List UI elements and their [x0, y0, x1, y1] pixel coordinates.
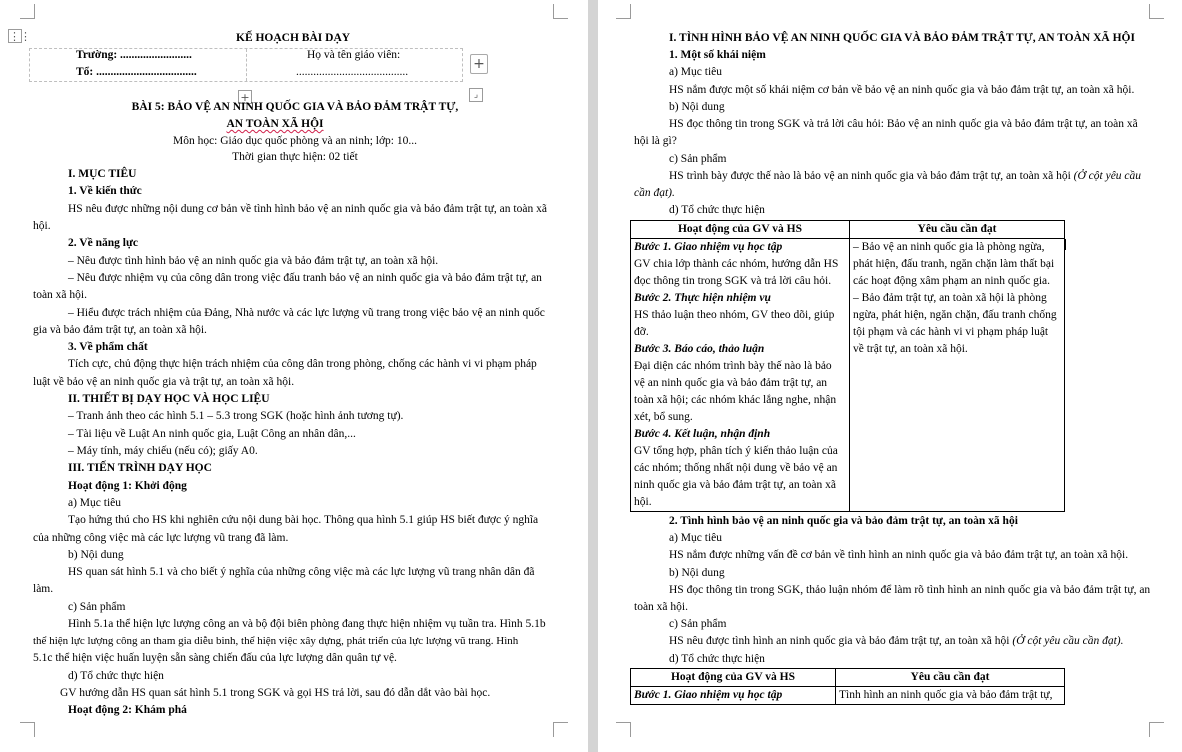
activity-table-2[interactable]: [630, 668, 1065, 705]
table-header: Hoạt động của GV và HS: [631, 669, 836, 687]
table-resize-icon[interactable]: ⌟: [469, 88, 483, 102]
page-gutter: [588, 0, 598, 752]
add-row-icon[interactable]: +: [238, 90, 252, 104]
cell-line: toàn xã hội; các nhóm khác lắng nghe, nhận: [634, 394, 837, 406]
paragraph-line: HS nêu được những nội dung cơ bản về tình hình bảo vệ an ninh quốc gia và bảo đảm trật tự, an toàn xã: [68, 203, 547, 215]
activity-heading: Hoạt động 2: Khám phá: [68, 704, 187, 716]
group-field: Tổ: ...................................: [76, 66, 197, 78]
table-move-handle-icon[interactable]: ⋮⋮: [9, 30, 31, 43]
paragraph-line: – Hiểu được trách nhiệm của Đảng, Nhà nước và các lực lượng vũ trang trong việc bảo vệ an ninh quốc: [68, 307, 545, 319]
table-cell-activities[interactable]: Bước 1. Giao nhiệm vụ học tập: [631, 687, 836, 705]
paragraph-line: toàn xã hội.: [33, 289, 87, 301]
table-cell-activities[interactable]: [631, 239, 850, 512]
cell-line: – Bảo đảm trật tự, an toàn xã hội là phòng: [853, 292, 1047, 304]
paragraph-line: của những công việc mà các lực lượng vũ trang đã làm.: [33, 532, 289, 544]
paragraph-note: cần đạt).: [634, 187, 675, 199]
lesson-title-line1: BÀI 5: BẢO VỆ AN NINH QUỐC GIA VÀ BẢO ĐẢM TRẬT TỰ,: [131, 101, 459, 113]
cell-line: hội.: [634, 496, 652, 508]
paragraph-line: GV hướng dẫn HS quan sát hình 5.1 trong SGK và gọi HS trả lời, sau đó dẫn dắt vào bài học.: [60, 687, 491, 699]
crop-mark: [616, 722, 631, 737]
step-heading: Bước 4. Kết luận, nhận định: [634, 428, 771, 440]
teacher-name-dots: .......................................: [296, 66, 409, 78]
cell-line: xét, bổ sung.: [634, 411, 693, 423]
section-heading: II. THIẾT BỊ DẠY HỌC VÀ HỌC LIỆU: [68, 393, 270, 405]
table-header: Hoạt động của GV và HS: [631, 221, 850, 239]
subsection-heading: 2. Tình hình bảo vệ an ninh quốc gia và bảo đảm trật tự, an toàn xã hội: [669, 515, 1018, 527]
subsection-heading: 3. Về phẩm chất: [68, 341, 148, 353]
paragraph-line: luật về bảo vệ an ninh quốc gia và trật tự, an toàn xã hội.: [33, 376, 295, 388]
cell-line: GV tổng hợp, phân tích ý kiến thảo luận của: [634, 445, 838, 457]
lesson-time: Thời gian thực hiện: 02 tiết: [232, 151, 358, 163]
paragraph-line: c) Sản phẩm: [669, 618, 727, 630]
paragraph-line: thể hiện lực lượng công an tham gia diễu binh, thể hiện việc xây dựng, phát triển của lực lượng vũ trang. Hình: [33, 635, 519, 647]
lesson-subject: Môn học: Giáo dục quốc phòng và an ninh; lớp: 10...: [172, 135, 418, 147]
crop-mark: [616, 4, 631, 19]
crop-mark: [20, 722, 35, 737]
plan-title: KẾ HOẠCH BÀI DẠY: [236, 32, 351, 44]
step-heading: Bước 1. Giao nhiệm vụ học tập: [634, 241, 783, 253]
paragraph-line: – Tài liệu về Luật An ninh quốc gia, Luật Công an nhân dân,...: [68, 428, 356, 440]
cell-line: tội phạm và các hành vi vi phạm pháp luật: [853, 326, 1049, 338]
subsection-heading: 1. Một số khái niệm: [669, 49, 766, 61]
paragraph-line: HS nêu được tình hình an ninh quốc gia và bảo đảm trật tự, an toàn xã hội: [669, 635, 1010, 647]
paragraph-line: d) Tổ chức thực hiện: [68, 670, 164, 682]
paragraph-line: d) Tổ chức thực hiện: [669, 653, 765, 665]
paragraph-line: HS nắm được một số khái niệm cơ bản về bảo vệ an ninh quốc gia và bảo đảm trật tự, an toàn xã hội.: [669, 84, 1135, 96]
section-heading: III. TIẾN TRÌNH DẠY HỌC: [68, 462, 212, 474]
paragraph-line: a) Mục tiêu: [669, 66, 723, 78]
cell-line: GV chia lớp thành các nhóm, hướng dẫn HS: [634, 258, 839, 270]
text-cursor: [1064, 239, 1066, 250]
paragraph-line: 5.1c thể hiện việc huấn luyện sẵn sàng chiến đấu của lực lượng dân quân tự vệ.: [33, 652, 397, 664]
subsection-heading: 2. Về năng lực: [68, 237, 138, 249]
paragraph-line: HS đọc thông tin trong SGK, thảo luận nhóm để làm rõ tình hình an ninh quốc gia và bảo đảm trật tự, an: [669, 584, 1151, 596]
paragraph-note: (Ở cột yêu cầu cần đạt).: [1012, 635, 1124, 647]
cell-line: các hoạt động xâm phạm an ninh quốc gia.: [853, 275, 1051, 287]
paragraph-line: – Tranh ảnh theo các hình 5.1 – 5.3 trong SGK (hoặc hình ảnh tương tự).: [68, 410, 404, 422]
paragraph-line: – Nêu được nhiệm vụ của công dân trong việc đấu tranh bảo vệ an ninh quốc gia và bảo đảm trật tự, an: [68, 272, 542, 284]
paragraph-line: – Máy tính, máy chiếu (nếu có); giấy A0.: [68, 445, 258, 457]
cell-line: vệ an ninh quốc gia và bảo đảm trật tự, an: [634, 377, 828, 389]
paragraph-line: b) Nội dung: [669, 101, 725, 113]
paragraph-line: làm.: [33, 583, 54, 595]
paragraph-line: a) Mục tiêu: [669, 532, 723, 544]
cell-line: Đại diện các nhóm trình bày thế nào là bảo: [634, 360, 832, 372]
paragraph-line: c) Sản phẩm: [68, 601, 126, 613]
crop-mark: [553, 722, 568, 737]
cell-line: – Bảo vệ an ninh quốc gia là phòng ngừa,: [853, 241, 1045, 253]
section-heading: I. TÌNH HÌNH BẢO VỆ AN NINH QUỐC GIA VÀ BẢO ĐẢM TRẬT TỰ, AN TOÀN XÃ HỘI: [669, 32, 1135, 44]
paragraph-line: Hình 5.1a thể hiện lực lượng công an và bộ đội biên phòng đang thực hiện nhiệm vụ tuần tra. Hình 5.1b: [68, 618, 546, 630]
crop-mark: [20, 4, 35, 19]
paragraph-line: c) Sản phẩm: [669, 153, 727, 165]
cell-line: ngừa, phát hiện, ngăn chặn, đấu tranh chống: [853, 309, 1057, 321]
cell-line: ninh quốc gia và bảo đảm trật tự, an toàn xã: [634, 479, 836, 491]
crop-mark: [1149, 4, 1164, 19]
paragraph-line: a) Mục tiêu: [68, 497, 122, 509]
document-page-left[interactable]: [0, 0, 588, 752]
cell-line: các nhóm; thống nhất nội dung về bảo vệ an: [634, 462, 838, 474]
cell-line: về trật tự, an toàn xã hội.: [853, 343, 968, 355]
table-header: Yêu cầu cần đạt: [836, 669, 1065, 687]
cell-line: HS thảo luận theo nhóm, GV theo dõi, giúp: [634, 309, 835, 321]
paragraph-line: Tích cực, chủ động thực hiện trách nhiệm của công dân trong phòng, chống các hành vi vi phạm pháp: [68, 358, 537, 370]
paragraph-note: (Ở cột yêu cầu: [1073, 170, 1142, 182]
table-cell-requirements[interactable]: Tình hình an ninh quốc gia và bảo đảm trật tự,: [836, 687, 1065, 705]
table-cell-requirements[interactable]: [850, 239, 1065, 512]
paragraph-line: b) Nội dung: [669, 567, 725, 579]
activity-table-1[interactable]: [630, 220, 1065, 512]
cell-line: đọc thông tin trong SGK và trả lời câu hỏi.: [634, 275, 832, 287]
section-heading: I. MỤC TIÊU: [68, 168, 137, 180]
step-heading: Bước 3. Báo cáo, thảo luận: [634, 343, 765, 355]
teacher-name-label: Họ và tên giáo viên:: [307, 49, 401, 61]
cell-line: đỡ.: [634, 326, 649, 338]
crop-mark: [1149, 722, 1164, 737]
paragraph-line: Tạo hứng thú cho HS khi nghiên cứu nội dung bài học. Thông qua hình 5.1 giúp HS biết được ý nghĩa: [68, 514, 539, 526]
paragraph-line: hội.: [33, 220, 51, 232]
document-page-right[interactable]: [598, 0, 1182, 752]
paragraph-line: d) Tổ chức thực hiện: [669, 204, 765, 216]
lesson-title-line2: AN TOÀN XÃ HỘI: [226, 118, 324, 130]
cell-line: phát hiện, đấu tranh, ngăn chặn làm thất bại: [853, 258, 1055, 270]
paragraph-line: gia và bảo đảm trật tự, an toàn xã hội.: [33, 324, 207, 336]
table-header: Yêu cầu cần đạt: [850, 221, 1065, 239]
crop-mark: [553, 4, 568, 19]
paragraph-line: HS quan sát hình 5.1 và cho biết ý nghĩa của những công việc mà các lực lượng vũ trang nhân dân đã: [68, 566, 535, 578]
school-field: Trường: .........................: [76, 49, 192, 61]
activity-heading: Hoạt động 1: Khởi động: [68, 480, 187, 492]
paragraph-line: – Nêu được tình hình bảo vệ an ninh quốc gia và bảo đảm trật tự, an toàn xã hội.: [68, 255, 439, 267]
paragraph-line: HS nắm được những vấn đề cơ bản về tình hình an ninh quốc gia và bảo đảm trật tự, an toàn xã hội.: [669, 549, 1129, 561]
paragraph-line: hội là gì?: [634, 135, 677, 147]
paragraph-line: toàn xã hội.: [634, 601, 688, 613]
add-column-icon[interactable]: +: [470, 54, 488, 74]
paragraph-line: HS đọc thông tin trong SGK và trả lời câu hỏi: Bảo vệ an ninh quốc gia và bảo đảm trật tự, an toàn xã: [669, 118, 1138, 130]
paragraph-line: HS trình bày được thế nào là bảo vệ an ninh quốc gia và bảo đảm trật tự, an toàn xã hội: [669, 170, 1071, 182]
step-heading: Bước 2. Thực hiện nhiệm vụ: [634, 292, 771, 304]
subsection-heading: 1. Về kiến thức: [68, 185, 142, 197]
paragraph-line: b) Nội dung: [68, 549, 124, 561]
